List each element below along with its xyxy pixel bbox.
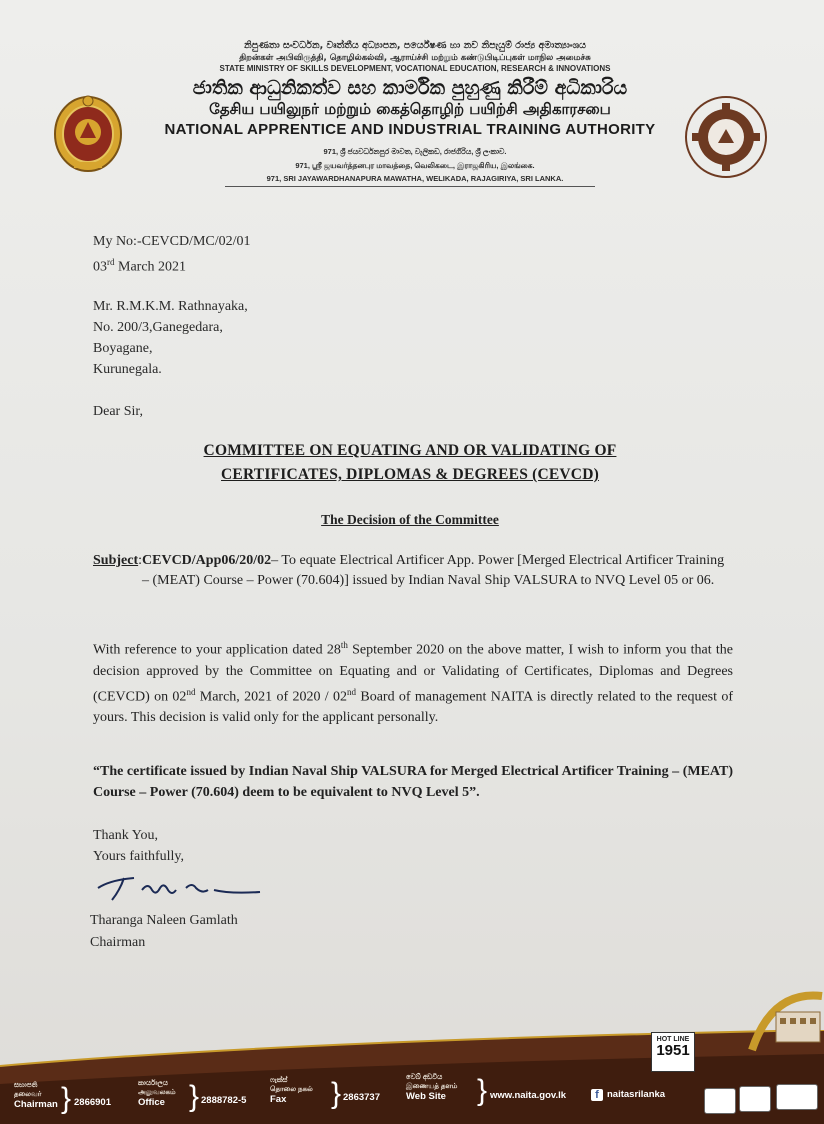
facebook-link[interactable]: naitasrilanka: [607, 1089, 666, 1100]
committee-heading-line2: CERTIFICATES, DIPLOMAS & DEGREES (CEVCD): [221, 466, 599, 483]
recipient-line: Boyagane,: [93, 341, 153, 356]
address-tamil: 971, ஸ்ரீ ஜயவர்த்தனபுர மாவத்தை, வெலிகடை, இராஜகிரிய, இலங்கை.: [295, 161, 535, 170]
brace-icon: }: [477, 1074, 488, 1107]
website-label: Web Site: [406, 1091, 446, 1102]
signature-icon: [90, 868, 270, 908]
org-name-english: NATIONAL APPRENTICE AND INDUSTRIAL TRAINING AUTHORITY: [164, 121, 656, 138]
fax-label: Fax: [270, 1094, 287, 1105]
org-name-tamil: தேசிய பயிலுநர் மற்றும் கைத்தொழிற் பயிற்சி அதிகாரசபை: [209, 100, 611, 118]
letter-date: 03rd March 2021: [93, 257, 187, 275]
footer-fax: ෆැක්ස් தொலை நகல் Fax: [270, 1077, 313, 1105]
subject-label: Subject: [93, 553, 139, 568]
slas-badge-icon: [739, 1086, 771, 1112]
footer-office: කාර්යාලය அலுவலகம் Office: [138, 1080, 176, 1108]
certification-badge-icon: [704, 1088, 736, 1114]
brace-icon: }: [189, 1080, 200, 1113]
chairman-label: Chairman: [14, 1099, 58, 1110]
recipient-line: Mr. R.M.K.M. Rathnayaka,: [93, 299, 248, 314]
brace-icon: }: [331, 1077, 342, 1110]
hotline-number: 1951: [656, 1042, 690, 1059]
org-name-sinhala: ජාතික ආධුනිකත්ව සහ කාර්මික පුහුණු කිරීම් අධිකාරිය: [192, 77, 628, 99]
footer-website: වෙබ් අඩවිය இணையத் தளம் Web Site: [406, 1074, 458, 1102]
brace-icon: }: [61, 1082, 72, 1115]
closing-thanks: Thank You,: [93, 828, 158, 843]
closing-yours: Yours faithfully,: [93, 849, 185, 864]
sri-lanka-emblem-icon: [50, 92, 126, 178]
body-paragraph: With reference to your application dated 28th September 2020 on the above matter, I wish to inform you that the decision approved by the Committee on Equating and or Validating of Certificates, Diplomas and Degrees (CEVCD) on 02nd March, 2021 of 2020 / 02nd Board of management NAITA is directly related to the request of yours. This decision is valid only for the applicant personally.: [93, 640, 733, 726]
hotline-badge: [651, 1032, 695, 1072]
recipient-line: No. 200/3,Ganegedara,: [93, 320, 223, 335]
naita-logo-icon: [684, 95, 768, 179]
office-label: Office: [138, 1097, 165, 1108]
signatory-title: Chairman: [90, 935, 146, 950]
subject-code: CEVCD/App06/20/02: [142, 553, 272, 568]
fax-number: 2863737: [343, 1092, 380, 1103]
letterhead-divider: [225, 186, 595, 187]
ministry-tamil: திறன்கள் அபிவிருத்தி, தொழில்கல்வி, ஆராய்ச்சி மற்றும் கண்டுபிடிப்புகள் மாநில அமைச்சு: [239, 53, 591, 63]
chairman-phone: 2866901: [74, 1097, 111, 1108]
office-phone: 2888782-5: [201, 1095, 247, 1106]
website-link[interactable]: www.naita.gov.lk: [490, 1090, 567, 1101]
recipient-line: Kurunegala.: [93, 362, 162, 377]
ministry-sinhala: නිපුණතා සංවර්ධන, වෘත්තීය අධ්‍යාපන, පර්යේෂණ හා නව නිපැයුම් රාජ්‍ය අමාත්‍යාංශය: [244, 40, 586, 51]
signatory-name: Tharanga Naleen Gamlath: [90, 913, 238, 928]
training-center-icon: [742, 990, 824, 1060]
committee-heading-line1: COMMITTEE ON EQUATING AND OR VALIDATING OF: [203, 442, 617, 459]
address-english: 971, SRI JAYAWARDHANAPURA MAWATHA, WELIKADA, RAJAGIRIYA, SRI LANKA.: [266, 174, 564, 183]
subject-text: – To equate Electrical Artificer App. Power [Merged Electrical Artificer Training – (MEAT) Course – Power (70.604)] issued by Indian Naval Ship VALSURA to NVQ Level 05 or 06.: [142, 553, 725, 588]
decision-subheading: The Decision of the Committee: [321, 512, 499, 527]
facebook-icon: f: [591, 1089, 603, 1101]
reference-number: My No:-CEVCD/MC/02/01: [93, 234, 251, 249]
ministry-english: STATE MINISTRY OF SKILLS DEVELOPMENT, VOCATIONAL EDUCATION, RESEARCH & INNOVATIONS: [219, 64, 611, 73]
decision-statement: “The certificate issued by Indian Naval Ship VALSURA for Merged Electrical Artificer Training – (MEAT) Course – Power (70.604) deem to be equivalent to NVQ Level 5”.: [93, 764, 733, 800]
subject-block: Subject: CEVCD/App06/20/02– To equate Electrical Artificer App. Power [Merged Electrical Artificer Training – (MEAT) Course – Power (70.604)] issued by Indian Naval Ship VALSURA to NVQ Level 05 or 06.: [93, 553, 725, 588]
hotline-label: HOT LINE: [656, 1036, 690, 1043]
award-badge-icon: [776, 1084, 818, 1110]
footer-chairman: සභාපති தலைவர் Chairman: [14, 1082, 58, 1110]
address-sinhala: 971, ශ්‍රී ජයවර්ධනපුර මාවත, වැලිකඩ, රාජගිරිය, ශ්‍රී ලංකාව.: [323, 147, 507, 156]
salutation: Dear Sir,: [93, 404, 143, 419]
